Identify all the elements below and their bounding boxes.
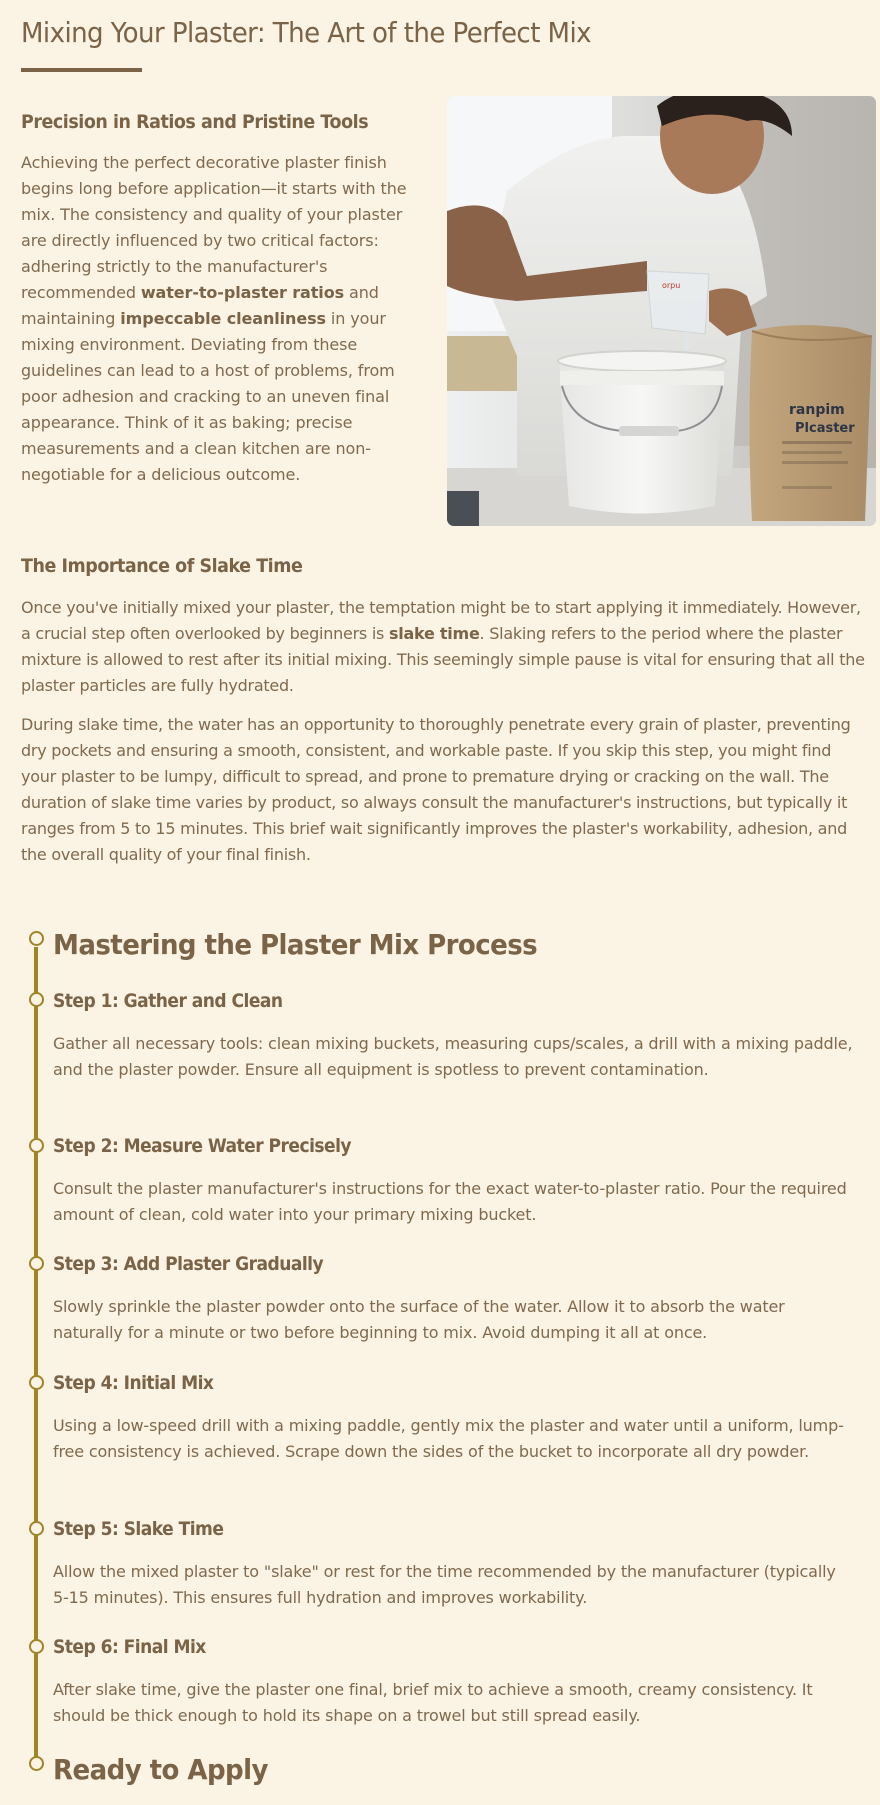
paragraph-text: Once you've initially mixed your plaster, the temptation might be to start applying it immediately. However, a crucial step often overlooked by beginners is <box>21 598 861 643</box>
bag-label-line2: Plcaster <box>795 421 855 436</box>
page-title: Mixing Your Plaster: The Art of the Perfect Mix <box>21 16 592 49</box>
emphasis-ratios: water-to-plaster ratios <box>140 283 345 302</box>
paragraph-text: in your mixing environment. Deviating from these guidelines can lead to a host of problems, from poor adhesion and cracking to an uneven final appearance. Think of it as baking; precise measurements and a clean kitchen are non-negotiable for a delicious outcome. <box>21 309 395 484</box>
step-body: Gather all necessary tools: clean mixing buckets, measuring cups/scales, a drill with a mixing paddle, and the plaster powder. Ensure all equipment is spotless to prevent contamination. <box>53 1034 853 1079</box>
paragraph-text: . Slaking refers to the period where the plaster mixture is allowed to rest after its initial mixing. This seemingly simple pause is vital for ensuring that all the plaster particles are fully hydrated. <box>21 624 865 695</box>
timeline-dot-end <box>29 1756 44 1771</box>
section-heading-ratios: Precision in Ratios and Pristine Tools <box>21 111 369 133</box>
timeline-dot <box>29 1521 44 1536</box>
timeline-dot <box>29 1639 44 1654</box>
step-body: Consult the plaster manufacturer's instructions for the exact water-to-plaster ratio. Pour the required amount of clean, cold water into your primary mixing bucket. <box>53 1179 847 1224</box>
timeline-dot <box>29 1256 44 1271</box>
paragraph-text: and maintaining <box>21 283 379 328</box>
step-title: Step 3: Add Plaster Gradually <box>53 1253 324 1275</box>
step-title: Step 4: Initial Mix <box>53 1372 214 1394</box>
cup-label: orpu <box>662 281 681 290</box>
step-title: Step 2: Measure Water Precisely <box>53 1135 352 1157</box>
step-body: Using a low-speed drill with a mixing paddle, gently mix the plaster and water until a uniform, lump-free consistency is achieved. Scrape down the sides of the bucket to incorporate all dry powder. <box>53 1416 844 1461</box>
step-body: Slowly sprinkle the plaster powder onto the surface of the water. Allow it to absorb the water naturally for a minute or two before beginning to mix. Avoid dumping it all at once. <box>53 1297 785 1342</box>
step-body: Allow the mixed plaster to "slake" or rest for the time recommended by the manufacturer (typically 5-15 minutes). This ensures full hydration and improves workability. <box>53 1562 836 1607</box>
emphasis-slake-time: slake time <box>388 624 480 643</box>
section-paragraph-slake-1 <box>21 595 866 699</box>
plaster-mixing-photo <box>447 96 876 526</box>
timeline-dot <box>29 992 44 1007</box>
section-paragraph-slake-2: During slake time, the water has an opportunity to thoroughly penetrate every grain of plaster, preventing dry pockets and ensuring a smooth, consistent, and workable paste. If you skip this step, you might find your plaster to be lumpy, difficult to spread, and prone to premature drying or cracking on the wall. The duration of slake time varies by product, so always consult the manufacturer's instructions, but typically it ranges from 5 to 15 minutes. This brief wait significantly improves the plaster's workability, adhesion, and the overall quality of your final finish. <box>21 715 851 864</box>
emphasis-cleanliness: impeccable cleanliness <box>120 309 326 328</box>
step-title: Step 5: Slake Time <box>53 1518 224 1540</box>
timeline-dot-start <box>29 931 44 946</box>
paragraph-text: Achieving the perfect decorative plaster finish begins long before application—it starts with the mix. The consistency and quality of your plaster are directly influenced by two critical factors: adhering strictly to the manufacturer's recommended <box>21 153 407 302</box>
timeline-dot <box>29 1375 44 1390</box>
hero-image <box>447 96 876 526</box>
timeline-end-title: Ready to Apply <box>53 1753 268 1786</box>
step-title: Step 1: Gather and Clean <box>53 990 283 1012</box>
timeline-title: Mastering the Plaster Mix Process <box>53 928 538 961</box>
bag-label-line1: ranpim <box>789 402 845 418</box>
step-body: After slake time, give the plaster one final, brief mix to achieve a smooth, creamy consistency. It should be thick enough to hold its shape on a trowel but still spread easily. <box>53 1680 813 1725</box>
section-heading-slake: The Importance of Slake Time <box>21 555 303 577</box>
section-paragraph-ratios <box>21 150 423 488</box>
title-underline <box>21 68 142 72</box>
timeline-dot <box>29 1138 44 1153</box>
step-title: Step 6: Final Mix <box>53 1636 206 1658</box>
